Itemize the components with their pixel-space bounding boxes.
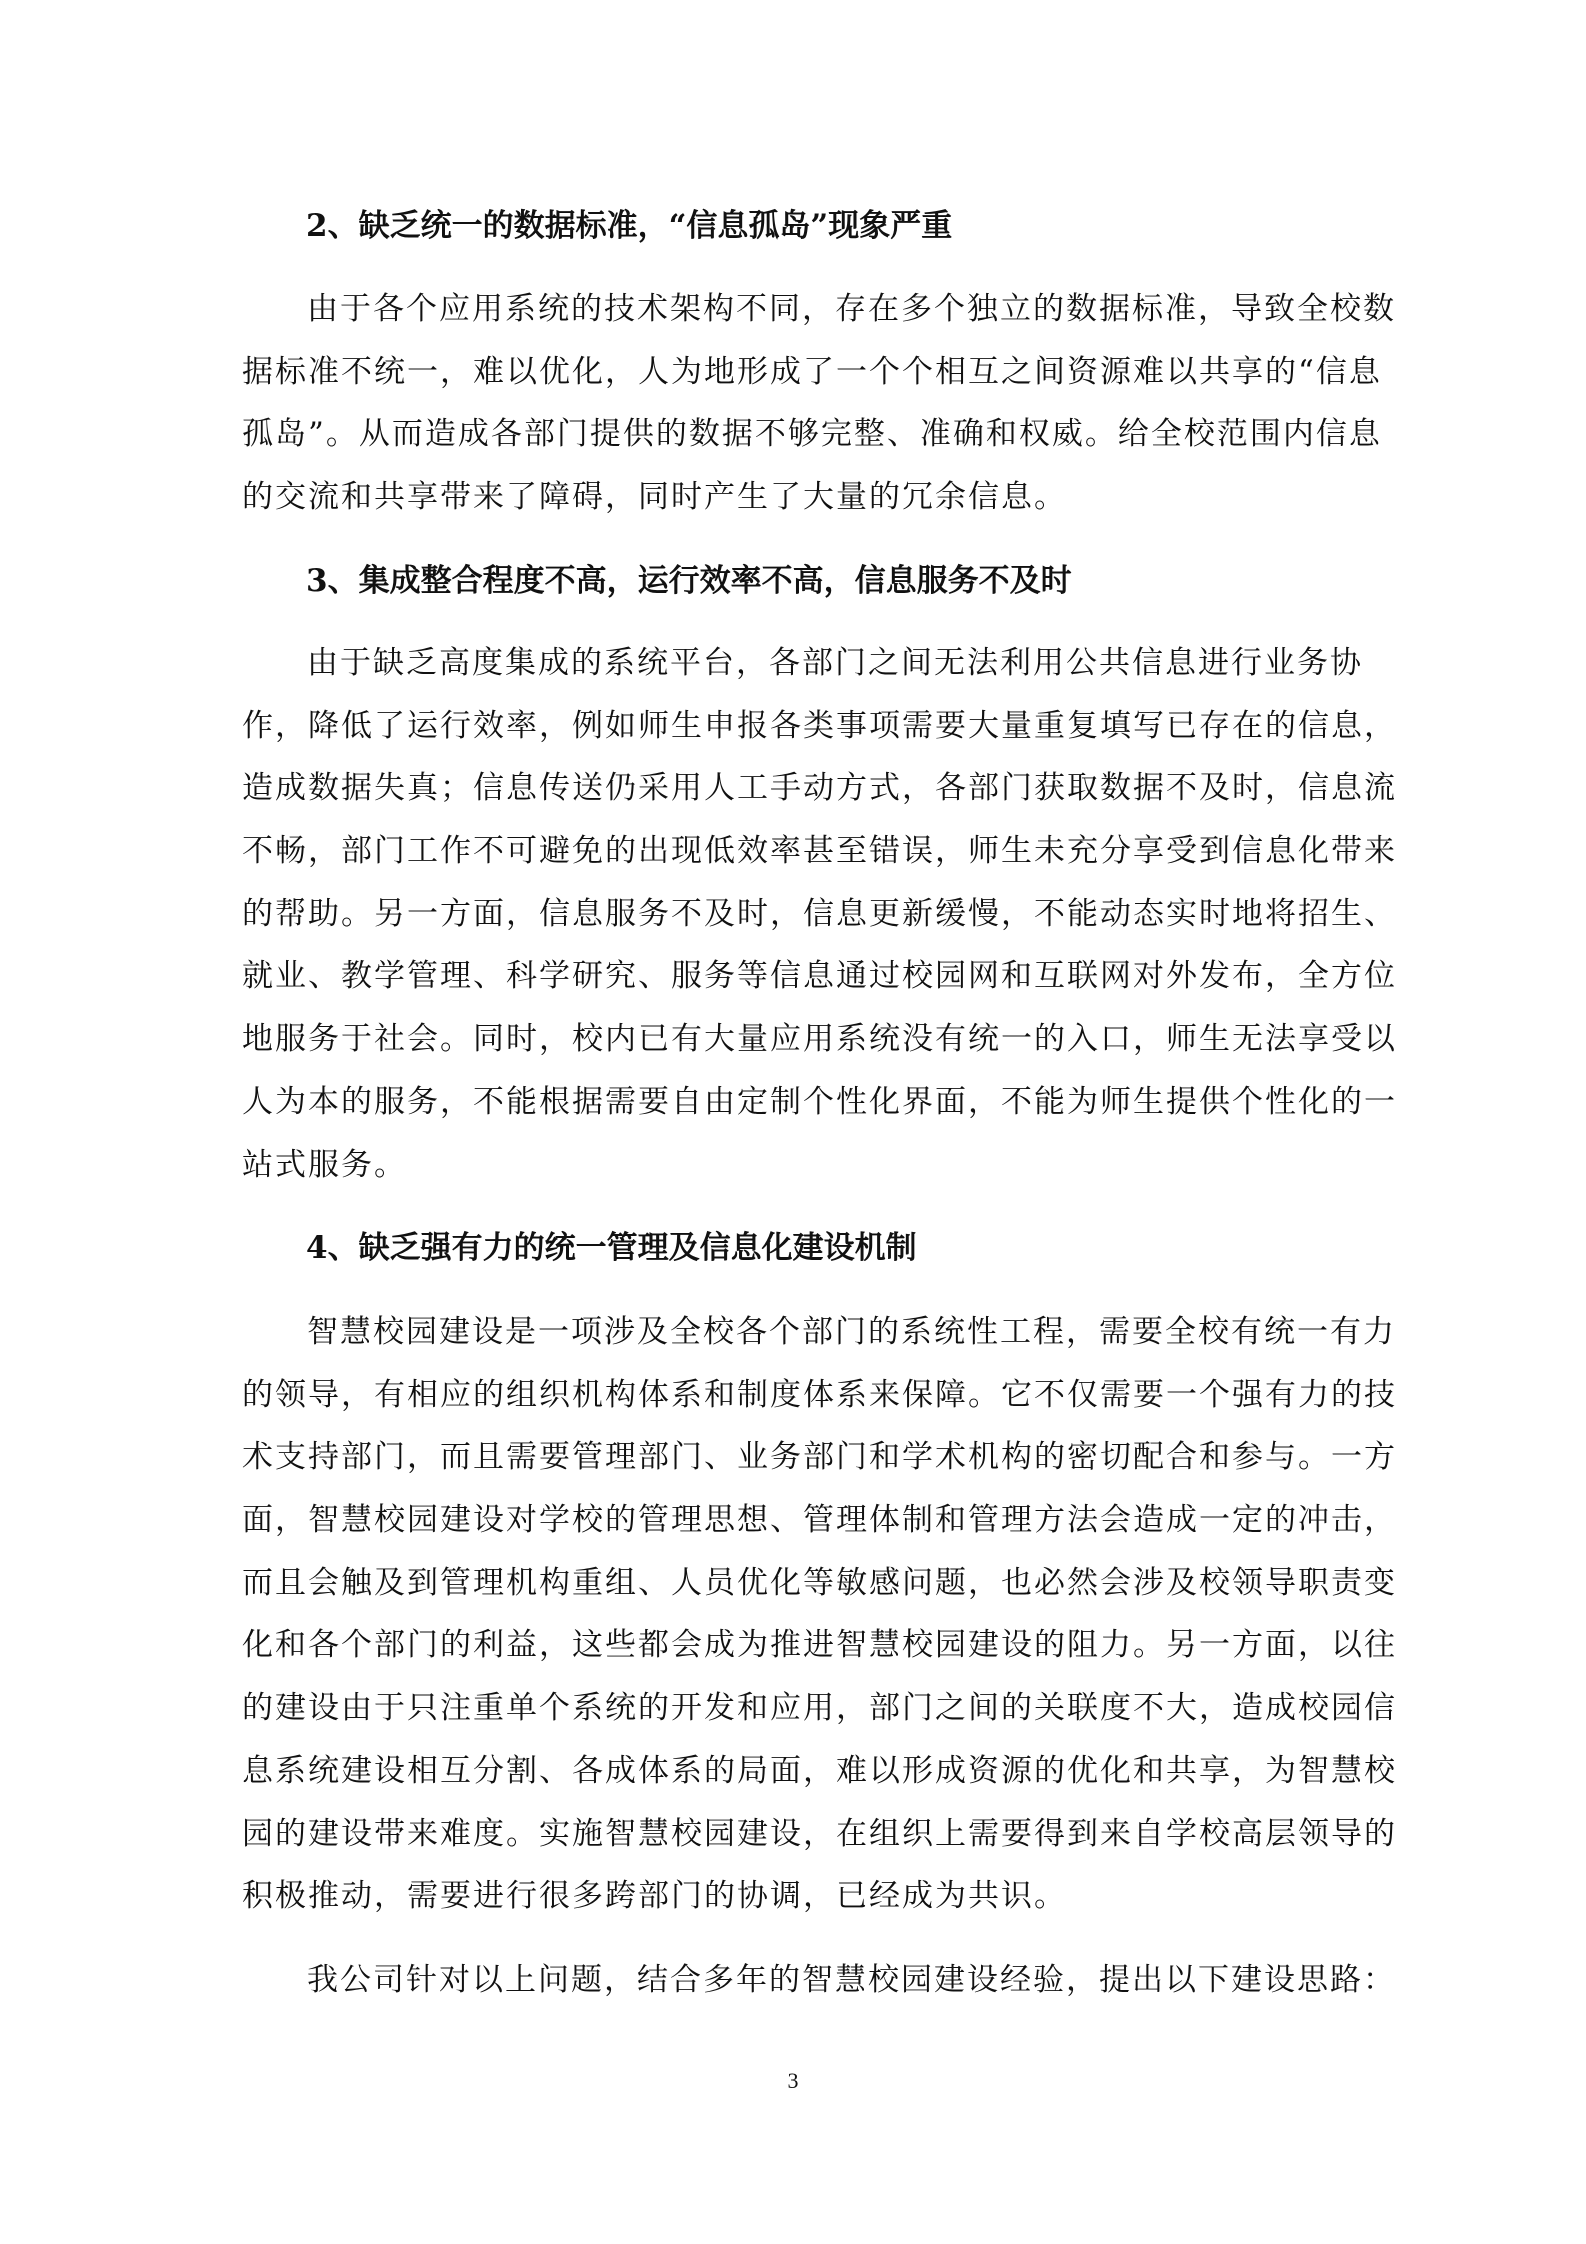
paragraph-line: 智慧校园建设是一项涉及全校各个部门的系统性工程，需要全校有统一有力: [307, 1314, 1396, 1350]
paragraph-line: 不畅，部门工作不可避免的出现低效率甚至错误，师生未充分享受到信息化带来: [242, 833, 1397, 870]
paragraph-line: 化和各个部门的利益，这些都会成为推进智慧校园建设的阻力。另一方面，以往: [242, 1627, 1397, 1664]
paragraph-line: 作，降低了运行效率，例如师生申报各类事项需要大量重复填写已存在的信息，: [242, 707, 1397, 744]
paragraph-line: 的帮助。另一方面，信息服务不及时，信息更新缓慢，不能动态实时地将招生、: [242, 895, 1397, 932]
paragraph-line: 据标准不统一，难以优化，人为地形成了一个个相互之间资源难以共享的“信息: [242, 353, 1382, 390]
page-number: 3: [787, 2068, 799, 2093]
paragraph: [242, 278, 1396, 529]
section-heading-2: 2、缺乏统一的数据标准，“信息孤岛”现象严重: [306, 208, 953, 244]
paragraph-line: 由于缺乏高度集成的系统平台，各部门之间无法利用公共信息进行业务协: [307, 645, 1363, 681]
section-heading-4: 4、缺乏强有力的统一管理及信息化建设机制: [306, 1230, 917, 1266]
paragraph-line: 园的建设带来难度。实施智慧校园建设，在组织上需要得到来自学校高层领导的: [242, 1815, 1397, 1852]
paragraph-line: 面，智慧校园建设对学校的管理思想、管理体制和管理方法会造成一定的冲击，: [242, 1502, 1397, 1539]
paragraph: [242, 632, 1397, 1196]
section-heading-3: 3、集成整合程度不高，运行效率不高，信息服务不及时: [306, 563, 1072, 599]
paragraph-line: 造成数据失真；信息传送仍采用人工手动方式，各部门获取数据不及时，信息流: [242, 770, 1397, 807]
paragraph-line: 孤岛”。从而造成各部门提供的数据不够完整、准确和权威。给全校范围内信息: [242, 416, 1382, 453]
paragraph-line: 人为本的服务，不能根据需要自由定制个性化界面，不能为师生提供个性化的一: [242, 1083, 1397, 1120]
paragraph-line: 就业、教学管理、科学研究、服务等信息通过校园网和互联网对外发布，全方位: [242, 958, 1397, 995]
paragraph-line: 的建设由于只注重单个系统的开发和应用，部门之间的关联度不大，造成校园信: [242, 1690, 1397, 1727]
paragraph-line: 地服务于社会。同时，校内已有大量应用系统没有统一的入口，师生无法享受以: [242, 1021, 1397, 1058]
paragraph-line: 我公司针对以上问题，结合多年的智慧校园建设经验，提出以下建设思路：: [307, 1962, 1396, 1998]
paragraph-line: 由于各个应用系统的技术架构不同，存在多个独立的数据标准，导致全校数: [307, 291, 1396, 327]
paragraph-line: 的领导，有相应的组织机构体系和制度体系来保障。它不仅需要一个强有力的技: [242, 1376, 1397, 1413]
paragraph-line: 积极推动，需要进行很多跨部门的协调，已经成为共识。: [242, 1878, 1067, 1915]
paragraph-line: 术支持部门，而且需要管理部门、业务部门和学术机构的密切配合和参与。一方: [242, 1439, 1397, 1476]
paragraph: [242, 1949, 1396, 2012]
paragraph: [242, 1301, 1397, 1928]
paragraph-line: 而且会触及到管理机构重组、人员优化等敏感问题，也必然会涉及校领导职责变: [242, 1564, 1397, 1601]
paragraph-line: 息系统建设相互分割、各成体系的局面，难以形成资源的优化和共享，为智慧校: [242, 1752, 1397, 1789]
paragraph-line: 站式服务。: [242, 1146, 407, 1183]
paragraph-line: 的交流和共享带来了障碍，同时产生了大量的冗余信息。: [242, 479, 1067, 516]
